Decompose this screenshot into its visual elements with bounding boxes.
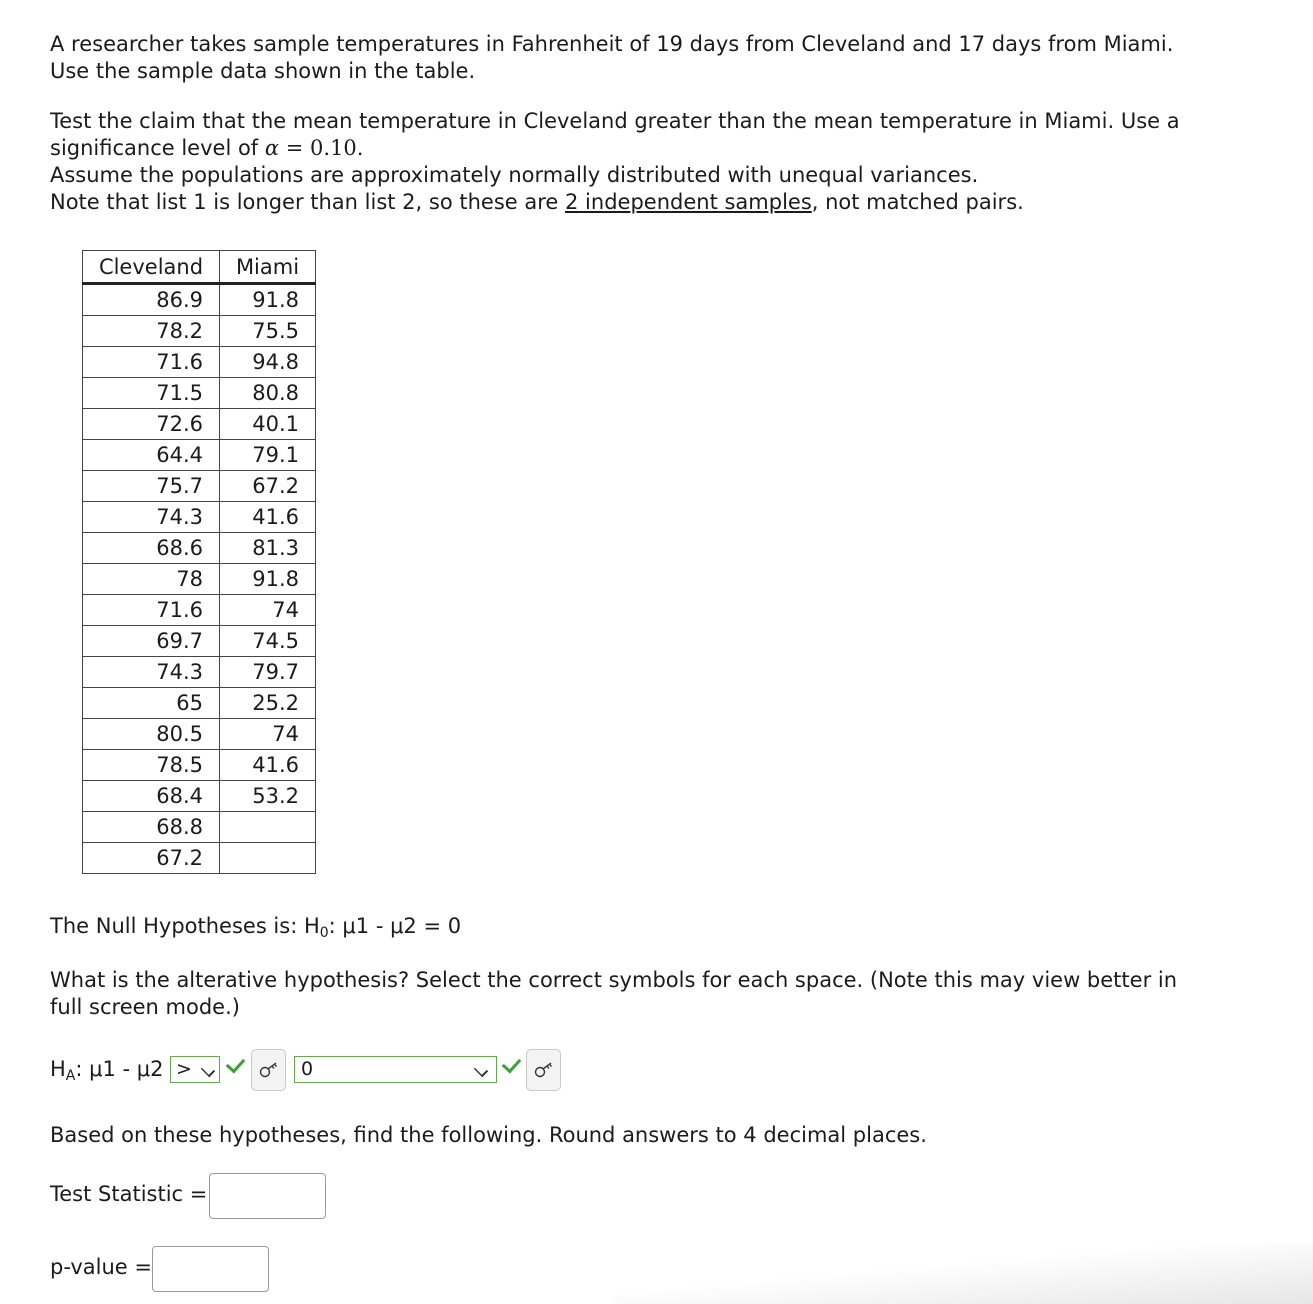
table-row [83,657,316,688]
cleveland-cell: 71.5 [83,378,220,409]
cleveland-cell: 74.3 [83,502,220,533]
rhs-selected-value: 0 [301,1058,314,1080]
miami-cell: 41.6 [220,502,316,533]
cleveland-cell: 68.8 [83,812,220,843]
miami-cell: 67.2 [220,471,316,502]
miami-cell [220,843,316,874]
instructions: Based on these hypotheses, find the following. Round answers to 4 decimal places. [50,1123,927,1147]
cleveland-cell: 67.2 [83,843,220,874]
cleveland-cell: 65 [83,688,220,719]
table-row [83,284,316,316]
miami-cell: 91.8 [220,284,316,316]
table-row [83,750,316,781]
miami-cell: 80.8 [220,378,316,409]
null-hypothesis: The Null Hypotheses is: $H_0$: μ1 - μ2 = 0 [50,914,462,941]
cleveland-cell: 78 [83,564,220,595]
alpha-symbol: α [264,136,280,160]
miami-cell: 79.1 [220,440,316,471]
claim-line-1: Test the claim that the mean temperature in Cleveland greater than the mean temperature in Miami. Use a [50,109,1180,133]
test-statistic-input[interactable] [209,1173,326,1219]
cleveland-cell: 71.6 [83,347,220,378]
temperature-table [82,250,316,874]
table-row [83,316,316,347]
cleveland-cell: 78.2 [83,316,220,347]
column-header-cleveland: Cleveland [83,251,220,284]
key-button[interactable] [526,1049,561,1091]
cleveland-cell: 86.9 [83,284,220,316]
intro-line-1: A researcher takes sample temperatures in Fahrenheit of 19 days from Cleveland and 17 days from Miami. [50,32,1174,56]
cleveland-cell: 75.7 [83,471,220,502]
table-row [83,595,316,626]
miami-cell: 74.5 [220,626,316,657]
table-row [83,781,316,812]
table-row [83,688,316,719]
miami-cell: 74 [220,595,316,626]
miami-cell: 53.2 [220,781,316,812]
alt-hypothesis-label: $H_A$: μ1 - μ2 [50,1057,164,1084]
cleveland-cell: 74.3 [83,657,220,688]
table-row [83,843,316,874]
table-row [83,812,316,843]
table-row [83,502,316,533]
table-row [83,533,316,564]
chevron-down-icon [474,1063,488,1077]
claim-line-4: Note that list 1 is longer than list 2, so these are 2 independent samples, not matched pairs. [50,190,1024,214]
table-row [83,719,316,750]
cleveland-cell: 80.5 [83,719,220,750]
cleveland-cell: 78.5 [83,750,220,781]
miami-cell: 79.7 [220,657,316,688]
alt-question-line-1: What is the alterative hypothesis? Select the correct symbols for each space. (Note this may view better in [50,968,1178,992]
rhs-select[interactable] [294,1056,497,1083]
table-row [83,347,316,378]
cleveland-cell: 64.4 [83,440,220,471]
p-value-input[interactable] [152,1246,269,1292]
check-icon [226,1054,246,1074]
miami-cell: 74 [220,719,316,750]
table-row [83,564,316,595]
chevron-down-icon [201,1063,215,1077]
table-row [83,626,316,657]
column-header-miami: Miami [220,251,316,284]
independent-samples-link[interactable]: 2 independent samples [565,190,812,214]
claim-line-3: Assume the populations are approximately normally distributed with unequal variances. [50,163,979,187]
table-row [83,440,316,471]
operator-select[interactable] [170,1056,220,1083]
check-icon [502,1054,522,1074]
miami-cell: 81.3 [220,533,316,564]
cleveland-cell: 69.7 [83,626,220,657]
intro-line-2: Use the sample data shown in the table. [50,59,476,83]
miami-cell: 91.8 [220,564,316,595]
miami-cell: 94.8 [220,347,316,378]
key-icon [259,1062,279,1078]
claim-line-2: significance level of α = 0.10. [50,136,364,160]
miami-cell [220,812,316,843]
miami-cell: 25.2 [220,688,316,719]
miami-cell: 75.5 [220,316,316,347]
bottom-shadow [613,1244,1313,1304]
miami-cell: 41.6 [220,750,316,781]
p-value-label: p-value = [50,1255,152,1279]
miami-cell: 40.1 [220,409,316,440]
operator-selected-value: > [176,1058,192,1080]
table-row [83,409,316,440]
key-button[interactable] [251,1049,286,1091]
cleveland-cell: 72.6 [83,409,220,440]
cleveland-cell: 68.4 [83,781,220,812]
cleveland-cell: 71.6 [83,595,220,626]
test-statistic-label: Test Statistic = [50,1182,208,1206]
alt-question-line-2: full screen mode.) [50,995,240,1019]
alpha-value: = 0.10. [285,136,364,160]
table-row [83,471,316,502]
cleveland-cell: 68.6 [83,533,220,564]
table-row [83,378,316,409]
key-icon [534,1062,554,1078]
